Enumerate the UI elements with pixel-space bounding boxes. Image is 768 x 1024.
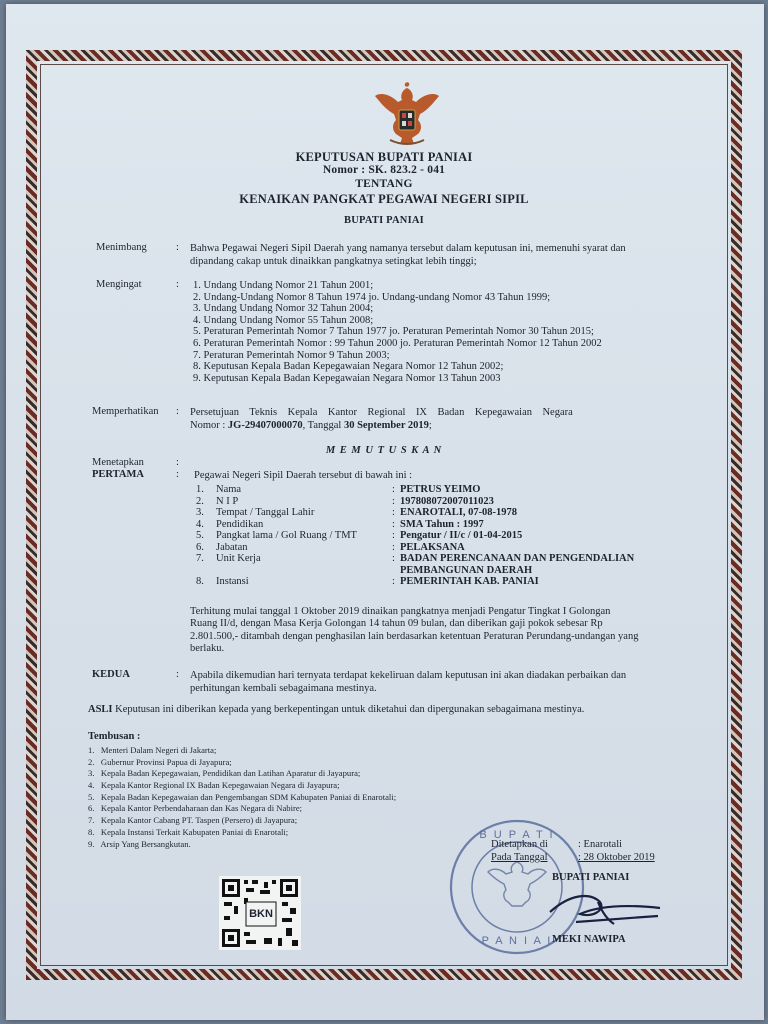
field-number: 5. — [196, 530, 204, 541]
mengingat-item: 6. Peraturan Pemerintah Nomor : 99 Tahun 2000 jo. Peraturan Pemerintah Nomor 12 Tahun 2002 — [193, 337, 602, 349]
mengingat-label: Mengingat — [96, 279, 142, 290]
field-value: ENAROTALI, 07-08-1978 — [400, 507, 518, 518]
mengingat-item: 7. Peraturan Pemerintah Nomor 9 Tahun 2003; — [193, 349, 390, 361]
para-line: Ruang II/d, dengan Masa Kerja Golongan 14 tahun 09 bulan, dan diberikan gaji pokok sebesar Rp — [190, 618, 603, 630]
field-row: 1. Nama : PETRUS YEIMO — [196, 484, 481, 495]
employee-fields — [196, 483, 635, 587]
colon: : — [176, 669, 179, 680]
tembusan-item: 1. Menteri Dalam Negeri di Jakarta; — [88, 745, 217, 755]
handwritten-signature — [540, 884, 670, 934]
field-row — [196, 564, 533, 576]
para-line: berlaku. — [190, 642, 225, 654]
signer-title: BUPATI PANIAI — [552, 872, 630, 883]
ditetapkan-value: : Enarotali — [578, 839, 623, 850]
field-row: 8. Instansi : PEMERINTAH KAB. PANIAI — [196, 576, 539, 587]
doc-issuer: BUPATI PANIAI — [344, 215, 424, 226]
memperhatikan-end: ; — [428, 420, 432, 431]
stamp-bottom-text: P A N I A I — [481, 935, 553, 947]
memperhatikan-line2 — [190, 419, 432, 432]
field-row: 6. Jabatan : PELAKSANA — [196, 541, 465, 553]
menetapkan-label: Menetapkan — [92, 457, 144, 468]
asli-label: ASLI — [88, 704, 113, 715]
field-label: Nama — [216, 484, 242, 495]
field-label: Pangkat lama / Gol Ruang / TMT — [216, 530, 357, 541]
field-label: Tempat / Tanggal Lahir — [216, 507, 315, 518]
field-value: BADAN PERENCANAAN DAN PENGENDALIAN — [400, 553, 635, 564]
memperhatikan-ref-number: JG-29407000070 — [227, 420, 303, 431]
menimbang-label: Menimbang — [96, 242, 147, 253]
tembusan-item: 7. Kepala Kantor Cabang PT. Taspen (Persero) di Jayapura; — [88, 815, 298, 826]
field-value: PEMERINTAH KAB. PANIAI — [400, 576, 539, 587]
memperhatikan-label: Memperhatikan — [92, 406, 159, 417]
memperhatikan-date: 30 September 2019 — [343, 420, 429, 431]
field-row: 3. Tempat / Tanggal Lahir : ENAROTALI, 07-08-1978 — [196, 507, 518, 518]
tembusan-item: 6. Kepala Kantor Perbendaharaan dan Kas Negara di Nabire; — [88, 803, 303, 814]
field-number: 2. — [196, 495, 204, 507]
tembusan-item: 8. Kepala Instansi Terkait Kabupaten Paniai di Enarotali; — [88, 826, 289, 837]
memutuskan-heading: M E M U T U S K A N — [325, 445, 443, 456]
kedua-line2: perhitungan kembali sebagaimana mestinya. — [190, 683, 377, 694]
field-number: 6. — [196, 541, 204, 553]
doc-title: KEPUTUSAN BUPATI PANIAI — [295, 150, 473, 164]
qr-code — [219, 876, 301, 950]
doc-tentang: TENTANG — [355, 178, 413, 190]
field-value: PELAKSANA — [400, 541, 465, 553]
colon: : — [176, 469, 179, 480]
tembusan-item: 5. Kepala Badan Kepegawaian dan Pengembangan SDM Kabupaten Paniai di Enarotali; — [88, 791, 397, 802]
tembusan-item: 4. Kepala Kantor Regional IX Badan Kepegawaian Negara di Jayapura; — [88, 780, 340, 791]
mengingat-item: 2. Undang-Undang Nomor 8 Tahun 1974 jo. Undang-undang Nomor 43 Tahun 1999; — [193, 291, 551, 303]
signer-name: MEKI NAWIPA — [552, 934, 626, 945]
qr-bkn-label: BKN — [249, 908, 273, 920]
pertama-label: PERTAMA — [92, 469, 144, 480]
mengingat-item: 1. Undang Undang Nomor 21 Tahun 2001; — [193, 280, 374, 291]
mengingat-item: 5. Peraturan Pemerintah Nomor 7 Tahun 1977 jo. Peraturan Pemerintah Nomor 30 Tahun 2015; — [193, 326, 594, 338]
field-number: 4. — [196, 518, 204, 530]
kedua-line1: Apabila dikemudian hari ternyata terdapat kekeliruan dalam keputusan ini akan diadakan perbaikan dan — [190, 670, 627, 681]
memperhatikan-mid: , Tanggal — [302, 420, 344, 431]
mengingat-item: 8. Keputusan Kepala Badan Kepegawaian Negara Nomor 12 Tahun 2002; — [193, 361, 504, 373]
para-line: 2.801.500,- ditambah dengan penghasilan lain berdasarkan ketentuan Peraturan Perundang-undangan yang — [190, 630, 639, 642]
tembusan-item: 3. Kepala Badan Kepegawaian, Pendidikan dan Latihan Aparatur di Jayapura; — [88, 768, 361, 779]
mengingat-item: 3. Undang Undang Nomor 32 Tahun 2004; — [193, 303, 374, 315]
field-label: N I P — [216, 495, 239, 507]
field-row: 2. N I P : 197808072007011023 — [196, 495, 494, 507]
field-row: 5. Pangkat lama / Gol Ruang / TMT : Pengatur / II/c / 01-04-2015 — [196, 530, 523, 541]
field-label: Instansi — [216, 576, 249, 587]
field-value: PETRUS YEIMO — [400, 484, 481, 495]
field-number: 3. — [196, 507, 204, 518]
pertama-paragraph — [190, 605, 638, 654]
para-line: Terhitung mulai tanggal 1 Oktober 2019 dinaikan pangkatnya menjadi Pengatur Tingkat I Golongan — [190, 606, 611, 617]
field-row: 4. Pendidikan : SMA Tahun : 1997 — [196, 518, 484, 530]
tanggal-value: : 28 Oktober 2019 — [578, 852, 655, 863]
tanggal-label: Pada Tanggal — [491, 852, 548, 863]
field-value: SMA Tahun : 1997 — [400, 518, 484, 530]
ditetapkan-label: Ditetapkan di — [491, 839, 548, 850]
colon: : — [176, 406, 179, 417]
asli-statement — [88, 703, 584, 716]
tembusan-list — [88, 745, 396, 850]
mengingat-list — [193, 279, 602, 383]
field-number: 7. — [196, 553, 204, 564]
field-row: 7. Unit Kerja : BADAN PERENCANAAN DAN PENGENDALIAN — [196, 553, 635, 564]
tembusan-title: Tembusan : — [88, 731, 141, 742]
field-label: Jabatan — [216, 541, 248, 553]
kedua-label: KEDUA — [92, 669, 130, 680]
doc-number: Nomor : SK. 823.2 - 041 — [322, 164, 446, 176]
field-label: Pendidikan — [216, 518, 264, 530]
menimbang-line1: Bahwa Pegawai Negeri Sipil Daerah yang namanya tersebut dalam keputusan ini, memenuhi syarat dan — [190, 243, 626, 254]
mengingat-item: 4. Undang Undang Nomor 55 Tahun 2008; — [193, 314, 374, 326]
field-number: 1. — [196, 484, 204, 495]
menimbang-line2: dipandang cakap untuk dinaikkan pangkatnya setingkat lebih tinggi; — [190, 256, 477, 267]
field-value: 197808072007011023 — [400, 495, 494, 507]
colon: : — [176, 279, 179, 290]
field-value: PEMBANGUNAN DAERAH — [400, 564, 533, 576]
field-number: 8. — [196, 576, 204, 587]
asli-text: Keputusan ini diberikan kepada yang berkepentingan untuk diketahui dan dipergunakan sebagaimana mestinya. — [112, 704, 585, 715]
colon: : — [176, 457, 179, 468]
memperhatikan-prefix: Nomor : — [190, 420, 228, 431]
mengingat-item: 9. Keputusan Kepala Badan Kepegawaian Negara Nomor 13 Tahun 2003 — [193, 372, 501, 384]
field-label: Unit Kerja — [216, 553, 261, 564]
garuda-emblem — [372, 80, 442, 148]
tembusan-item: 9. Arsip Yang Bersangkutan. — [88, 838, 191, 849]
colon: : — [176, 242, 179, 253]
field-value: Pengatur / II/c / 01-04-2015 — [400, 530, 523, 541]
pertama-intro: Pegawai Negeri Sipil Daerah tersebut di bawah ini : — [194, 470, 413, 481]
doc-subject: KENAIKAN PANGKAT PEGAWAI NEGERI SIPIL — [239, 192, 529, 206]
stamp-top-text: B U P A T I — [479, 829, 555, 841]
memperhatikan-line1: Persetujuan Teknis Kepala Kantor Regional IX Badan Kepegawaian Negara — [190, 407, 573, 418]
tembusan-item: 2. Gubernur Provinsi Papua di Jayapura; — [88, 756, 232, 767]
